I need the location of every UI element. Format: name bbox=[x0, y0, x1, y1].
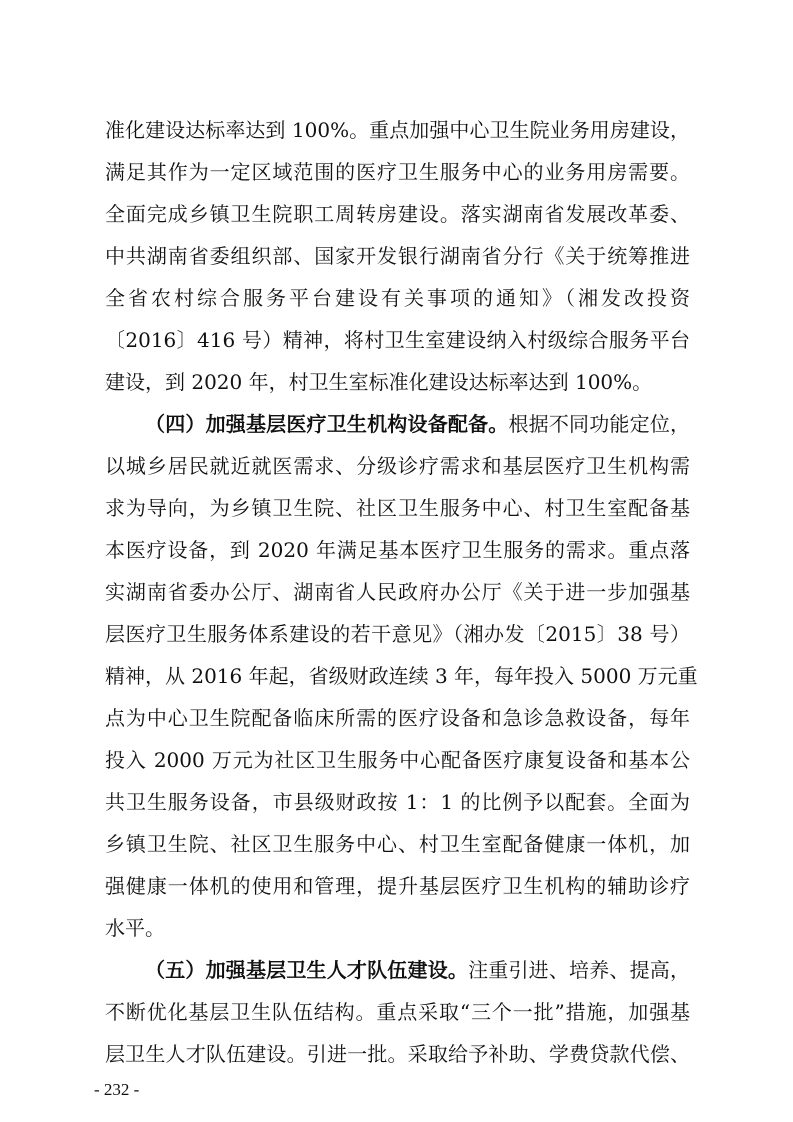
paragraph-line: 本医疗设备，到 2020 年满足基本医疗卫生服务的需求。重点落 bbox=[105, 538, 690, 562]
paragraph-line: 乡镇卫生院、社区卫生服务中心、村卫生室配备健康一体机，加 bbox=[105, 832, 690, 856]
paragraph-line: 水平。 bbox=[105, 916, 165, 940]
paragraph-line: 不断优化基层卫生队伍结构。重点采取“三个一批”措施，加强基 bbox=[105, 1000, 690, 1024]
paragraph-line: 全省农村综合服务平台建设有关事项的通知》（湘发改投资 bbox=[105, 286, 690, 310]
paragraph-line: 满足其作为一定区域范围的医疗卫生服务中心的业务用房需要。 bbox=[105, 160, 690, 184]
page-number: - 232 - bbox=[94, 1080, 140, 1099]
paragraph-line: 以城乡居民就近就医需求、分级诊疗需求和基层医疗卫生机构需 bbox=[105, 454, 690, 478]
section-4-first-line-text: 根据不同功能定位， bbox=[508, 412, 691, 436]
paragraph-line: 层卫生人才队伍建设。引进一批。采取给予补助、学费贷款代偿、 bbox=[105, 1042, 690, 1066]
section-5-heading: （五）加强基层卫生人才队伍建设。 bbox=[145, 958, 469, 982]
paragraph-line: 精神，从 2016 年起，省级财政连续 3 年，每年投入 5000 万元重 bbox=[105, 664, 698, 688]
section-5-first-line-text: 注重引进、培养、提高， bbox=[468, 958, 691, 982]
paragraph-line: 投入 2000 万元为社区卫生服务中心配备医疗康复设备和基本公 bbox=[105, 748, 690, 772]
paragraph-line: 准化建设达标率达到 100%。重点加强中心卫生院业务用房建设， bbox=[105, 118, 690, 142]
paragraph-line: 全面完成乡镇卫生院职工周转房建设。落实湖南省发展改革委、 bbox=[105, 202, 690, 226]
paragraph-line: 层医疗卫生服务体系建设的若干意见》（湘办发〔2015〕38 号） bbox=[105, 622, 690, 646]
paragraph-line: 点为中心卫生院配备临床所需的医疗设备和急诊急救设备，每年 bbox=[105, 706, 690, 730]
paragraph-line: 〔2016〕416 号）精神，将村卫生室建设纳入村级综合服务平台 bbox=[105, 328, 690, 352]
paragraph-line: 共卫生服务设备，市县级财政按 1：1 的比例予以配套。全面为 bbox=[105, 790, 690, 814]
paragraph-line: 建设，到 2020 年，村卫生室标准化建设达标率达到 100%。 bbox=[105, 370, 653, 394]
section-4-first-line bbox=[145, 409, 690, 439]
paragraph-line: 强健康一体机的使用和管理，提升基层医疗卫生机构的辅助诊疗 bbox=[105, 874, 690, 898]
section-5-first-line bbox=[145, 955, 690, 985]
paragraph-line: 中共湖南省委组织部、国家开发银行湖南省分行《关于统筹推进 bbox=[105, 244, 690, 268]
paragraph-line: 求为导向，为乡镇卫生院、社区卫生服务中心、村卫生室配备基 bbox=[105, 496, 690, 520]
paragraph-line: 实湖南省委办公厅、湖南省人民政府办公厅《关于进一步加强基 bbox=[105, 580, 690, 604]
section-4-heading: （四）加强基层医疗卫生机构设备配备。 bbox=[145, 412, 509, 436]
